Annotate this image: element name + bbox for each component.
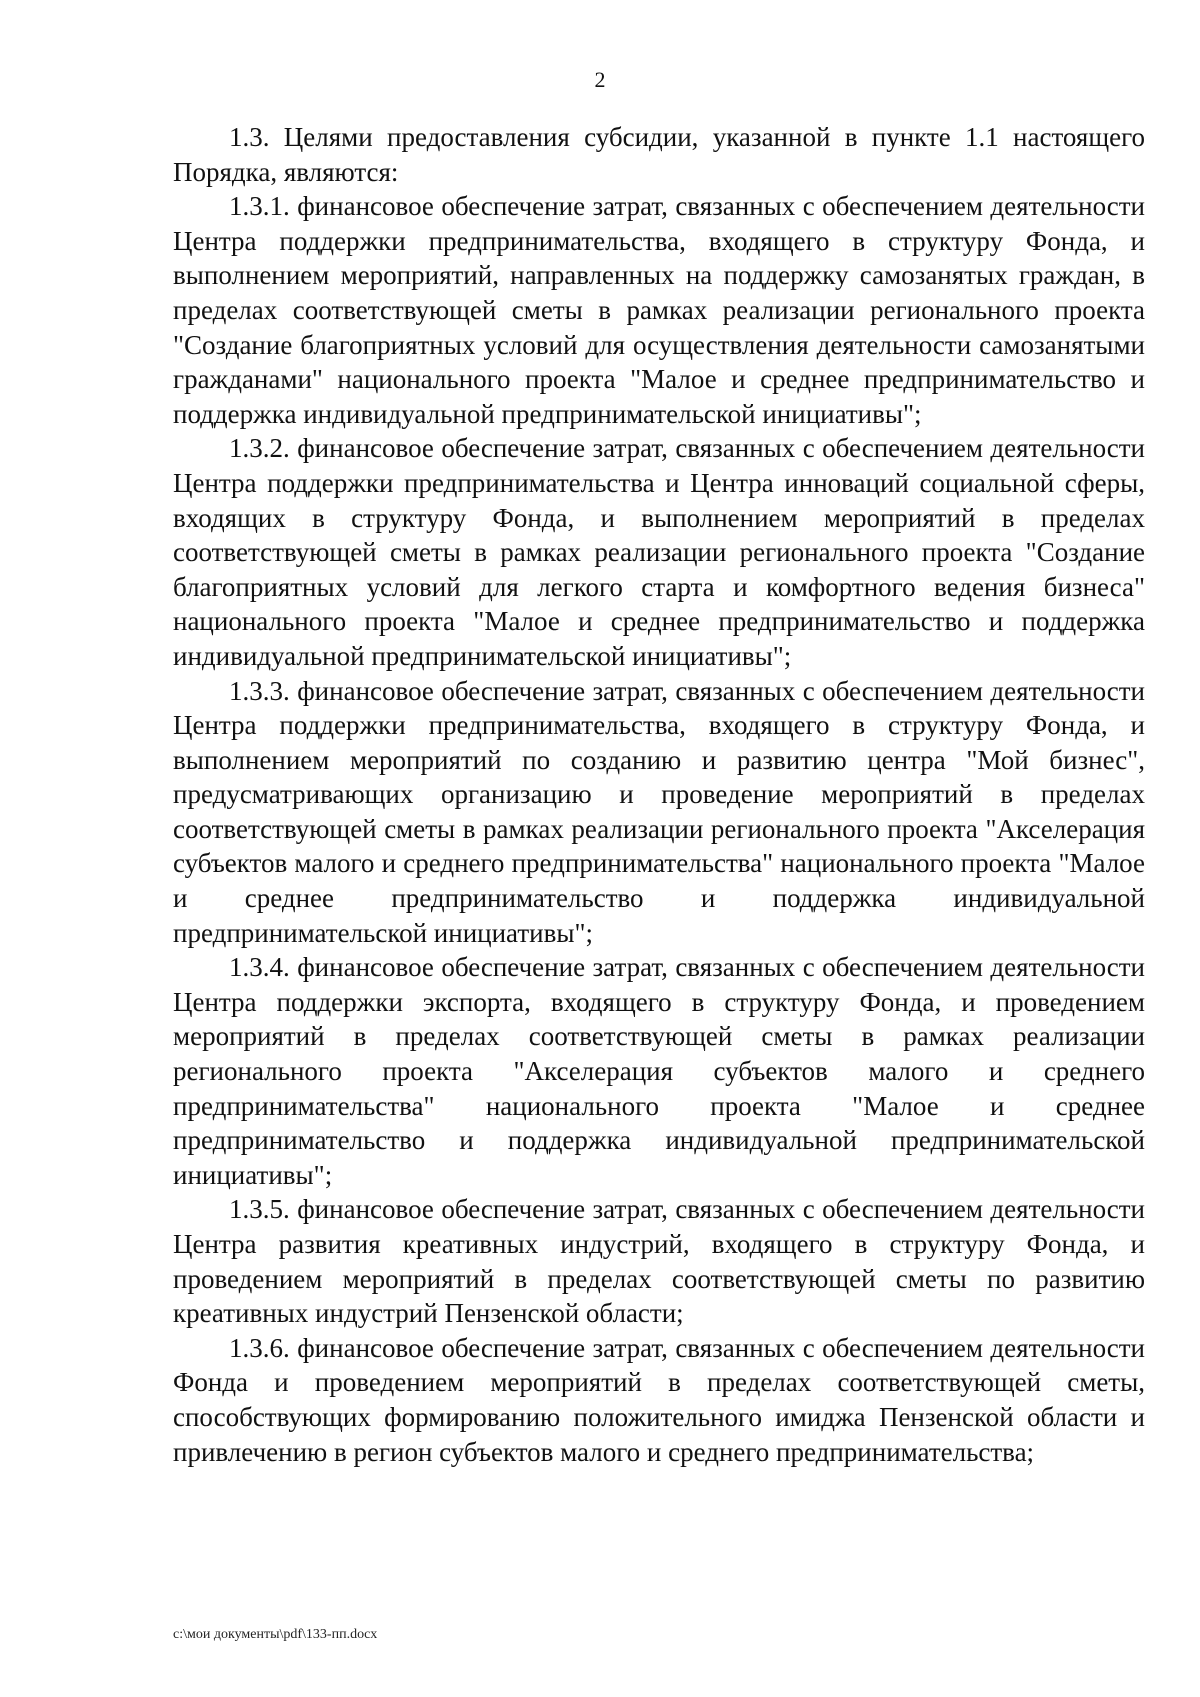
page-number: 2: [594, 67, 606, 92]
paragraph-1-3-1: 1.3.1. финансовое обеспечение затрат, связанных с обеспечением деятельности Центра поддержки предпринимательства, входящего в структуру Фонда, и выполнением мероприятий, направленных на поддержку самозанятых граждан, в пределах соответствующей сметы в рамках реализации регионального проекта "Создание благоприятных условий для осуществления деятельности самозанятыми гражданами" национального проекта "Малое и среднее предпринимательство и поддержка индивидуальной предпринимательской инициативы";: [173, 191, 1145, 429]
paragraph-1-3-3: 1.3.3. финансовое обеспечение затрат, связанных с обеспечением деятельности Центра поддержки предпринимательства, входящего в структуру Фонда, и выполнением мероприятий по созданию и развитию центра "Мой бизнес", предусматривающих организацию и проведение мероприятий в пределах соответствующей сметы в рамках реализации регионального проекта "Акселерация субъектов малого и среднего предпринимательства" национального проекта "Малое и среднее предпринимательство и поддержка индивидуальной предпринимательской инициативы";: [173, 675, 1145, 948]
document-body: [173, 120, 1145, 1469]
paragraph-1-3-5: 1.3.5. финансовое обеспечение затрат, связанных с обеспечением деятельности Центра развития креативных индустрий, входящего в структуру Фонда, и проведением мероприятий в пределах соответствующей сметы по развитию креативных индустрий Пензенской области;: [173, 1194, 1145, 1329]
paragraph-1-3-6: 1.3.6. финансовое обеспечение затрат, связанных с обеспечением деятельности Фонда и проведением мероприятий в пределах соответствующей сметы, способствующих формированию положительного имиджа Пензенской области и привлечению в регион субъектов малого и среднего предпринимательства;: [173, 1332, 1145, 1467]
paragraph-1-3: 1.3. Целями предоставления субсидии, указанной в пункте 1.1 настоящего Порядка, являются:: [173, 122, 1145, 187]
paragraph-1-3-4: 1.3.4. финансовое обеспечение затрат, связанных с обеспечением деятельности Центра поддержки экспорта, входящего в структуру Фонда, и проведением мероприятий в пределах соответствующей сметы в рамках реализации регионального проекта "Акселерация субъектов малого и среднего предпринимательства" национального проекта "Малое и среднее предпринимательство и поддержка индивидуальной предпринимательской инициативы";: [173, 952, 1145, 1190]
paragraph-1-3-2: 1.3.2. финансовое обеспечение затрат, связанных с обеспечением деятельности Центра поддержки предпринимательства и Центра инноваций социальной сферы, входящих в структуру Фонда, и выполнением мероприятий в пределах соответствующей сметы в рамках реализации регионального проекта "Создание благоприятных условий для легкого старта и комфортного ведения бизнеса" национального проекта "Малое и среднее предпринимательство и поддержка индивидуальной предпринимательской инициативы";: [173, 433, 1145, 671]
footer-file-path: c:\мои документы\pdf\133-пп.docx: [173, 1627, 378, 1642]
